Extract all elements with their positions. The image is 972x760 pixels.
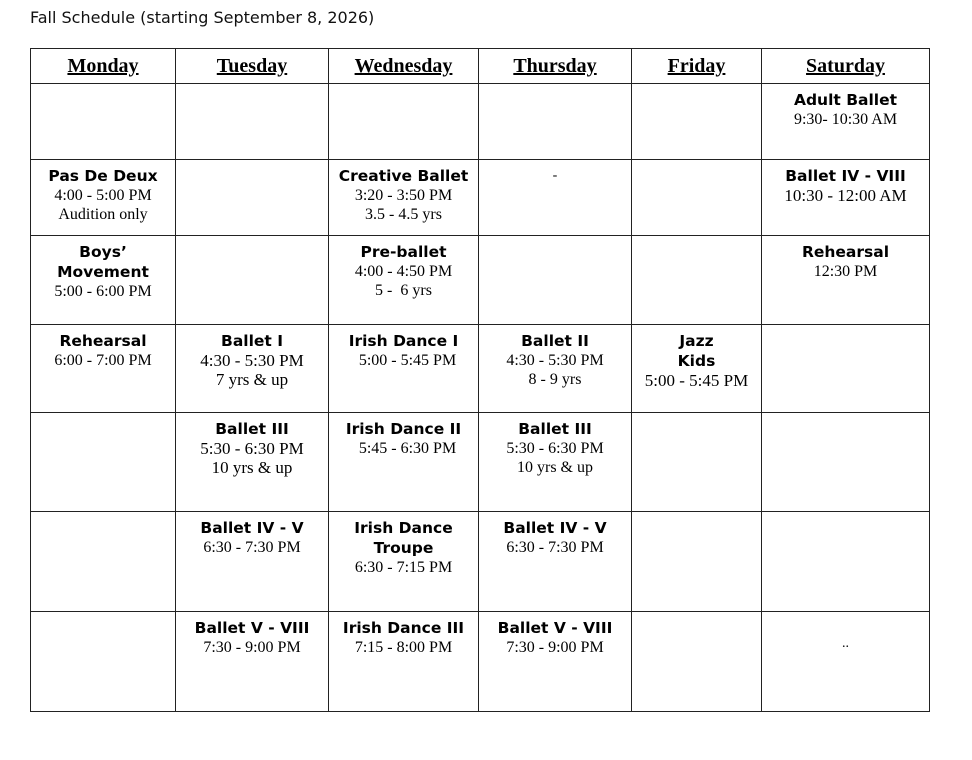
class-name: Jazz Kids (677, 332, 716, 370)
schedule-cell-saturday (762, 84, 930, 160)
schedule-cell-friday (632, 160, 762, 236)
schedule-cell-wednesday (329, 236, 479, 325)
schedule-cell-monday (31, 612, 176, 712)
class-time: 5:00 - 5:45 PM (350, 352, 457, 369)
schedule-cell-wednesday (329, 84, 479, 160)
schedule-row (31, 325, 930, 413)
class-name: Pre-ballet (360, 243, 447, 261)
class-time: 5:30 - 6:30 PM (200, 439, 304, 458)
schedule-cell-wednesday (329, 612, 479, 712)
class-detail: 10 yrs & up (211, 458, 293, 477)
schedule-cell-wednesday (329, 413, 479, 512)
class-time: 10:30 - 12:00 AM (784, 186, 907, 205)
schedule-cell-saturday (762, 612, 930, 712)
schedule-row (31, 84, 930, 160)
schedule-cell-wednesday (329, 325, 479, 413)
class-time: 12:30 PM (813, 263, 878, 280)
class-time: 7:15 - 8:00 PM (354, 639, 453, 656)
class-name: Pas De Deux (48, 167, 158, 185)
class-time: 6:30 - 7:30 PM (203, 539, 301, 556)
class-name: Ballet V - VIII (194, 619, 310, 637)
day-header: Monday (31, 49, 176, 84)
schedule-row (31, 512, 930, 612)
schedule-table (30, 48, 930, 712)
schedule-cell-wednesday (329, 512, 479, 612)
schedule-cell-tuesday (176, 612, 329, 712)
class-name: Ballet V - VIII (497, 619, 613, 637)
class-time: 3:20 - 3:50 PM (354, 187, 453, 204)
class-time: 6:30 - 7:15 PM (354, 559, 453, 576)
class-name: Adult Ballet (793, 91, 898, 109)
schedule-cell-thursday (479, 325, 632, 413)
schedule-cell-monday (31, 325, 176, 413)
schedule-cell-tuesday (176, 84, 329, 160)
schedule-cell-friday (632, 325, 762, 413)
day-header: Wednesday (329, 49, 479, 84)
schedule-cell-saturday (762, 236, 930, 325)
class-detail: 5 - 6 yrs (375, 282, 432, 299)
class-time: 4:30 - 5:30 PM (506, 352, 604, 369)
schedule-row (31, 160, 930, 236)
schedule-cell-tuesday (176, 413, 329, 512)
schedule-cell-monday (31, 512, 176, 612)
class-detail: 8 - 9 yrs (528, 371, 582, 388)
schedule-cell-thursday (479, 160, 632, 236)
schedule-cell-tuesday (176, 236, 329, 325)
schedule-cell-tuesday (176, 160, 329, 236)
class-name: Rehearsal (801, 243, 890, 261)
class-name: Ballet II (521, 332, 589, 350)
class-time: 9:30- 10:30 AM (793, 111, 898, 128)
day-header: Tuesday (176, 49, 329, 84)
class-time: 7:30 - 9:00 PM (203, 639, 301, 656)
schedule-cell-tuesday (176, 325, 329, 413)
schedule-row (31, 413, 930, 512)
class-time: 4:30 - 5:30 PM (200, 351, 304, 370)
class-name: Ballet IV - V (503, 519, 607, 537)
schedule-cell-saturday (762, 512, 930, 612)
day-header: Friday (632, 49, 762, 84)
page-title: Fall Schedule (starting September 8, 2026) (30, 8, 375, 27)
day-header: Saturday (762, 49, 930, 84)
schedule-cell-saturday (762, 325, 930, 413)
schedule-cell-friday (632, 612, 762, 712)
class-detail: 10 yrs & up (517, 459, 593, 476)
class-name: Irish Dance III (342, 619, 465, 637)
schedule-cell-tuesday (176, 512, 329, 612)
schedule-cell-friday (632, 84, 762, 160)
schedule-cell-monday (31, 236, 176, 325)
schedule-cell-friday (632, 512, 762, 612)
schedule-cell-thursday (479, 512, 632, 612)
schedule-cell-saturday (762, 413, 930, 512)
class-time: 5:45 - 6:30 PM (350, 440, 457, 457)
schedule-cell-saturday (762, 160, 930, 236)
class-name: Ballet IV - V (200, 519, 304, 537)
class-detail: 7 yrs & up (215, 370, 289, 389)
class-name: Ballet III (518, 420, 592, 438)
schedule-cell-thursday (479, 84, 632, 160)
schedule-cell-monday (31, 84, 176, 160)
schedule-body (31, 84, 930, 712)
class-name: Irish Dance II (345, 420, 462, 438)
class-name: Rehearsal (59, 332, 147, 350)
schedule-cell-monday (31, 160, 176, 236)
cell-mark: - (552, 168, 558, 183)
schedule-row (31, 612, 930, 712)
schedule-cell-friday (632, 413, 762, 512)
class-name: Ballet IV - VIII (785, 167, 906, 185)
class-time: 6:00 - 7:00 PM (54, 352, 152, 369)
class-name: Irish Dance Troupe (354, 519, 453, 557)
class-detail: 3.5 - 4.5 yrs (365, 206, 442, 223)
class-time: 5:00 - 6:00 PM (54, 283, 152, 300)
class-time: 5:00 - 5:45 PM (644, 371, 749, 390)
class-name: Creative Ballet (338, 167, 469, 185)
cell-mark: .. (842, 636, 849, 651)
class-name: Boys’ Movement (57, 243, 149, 281)
day-header: Thursday (479, 49, 632, 84)
schedule-cell-wednesday (329, 160, 479, 236)
class-name: Ballet III (215, 420, 289, 438)
class-time: 7:30 - 9:00 PM (506, 639, 604, 656)
schedule-cell-thursday (479, 612, 632, 712)
schedule-row (31, 236, 930, 325)
class-time: 4:00 - 4:50 PM (354, 263, 453, 280)
class-time: 4:00 - 5:00 PM (54, 187, 152, 204)
class-detail: Audition only (58, 206, 148, 223)
schedule-cell-thursday (479, 413, 632, 512)
schedule-cell-friday (632, 236, 762, 325)
day-header-row (31, 49, 930, 84)
schedule-cell-thursday (479, 236, 632, 325)
class-name: Irish Dance I (348, 332, 459, 350)
class-name: Ballet I (221, 332, 283, 350)
schedule-cell-monday (31, 413, 176, 512)
class-time: 5:30 - 6:30 PM (506, 440, 604, 457)
class-time: 6:30 - 7:30 PM (506, 539, 604, 556)
